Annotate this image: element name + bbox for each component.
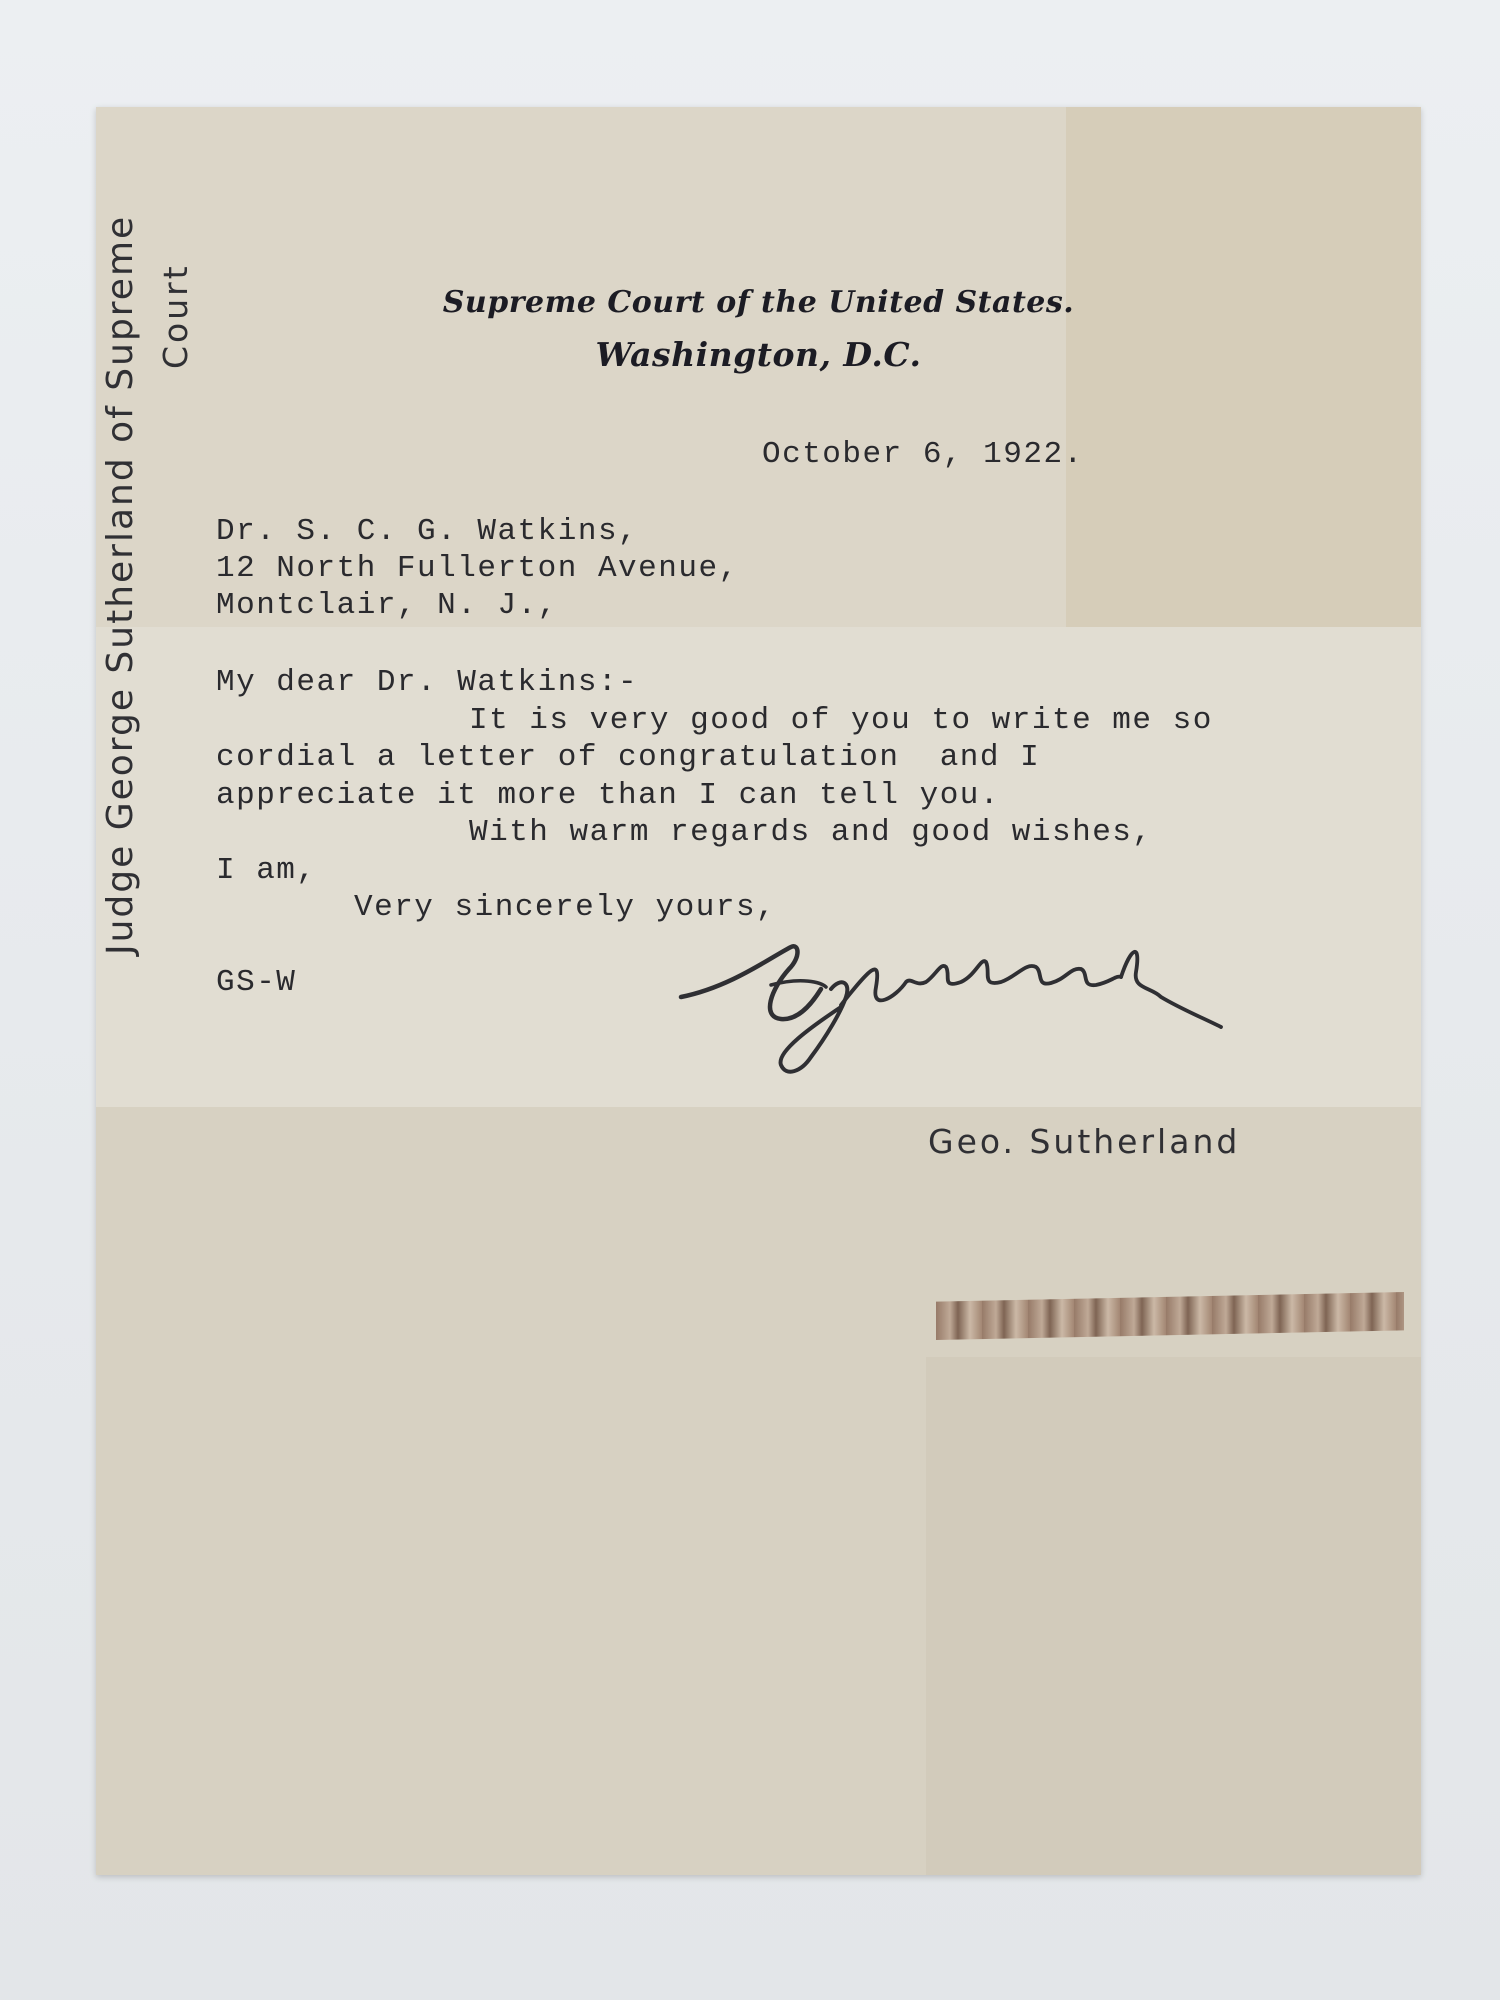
body-line: It is very good of you to write me so <box>469 703 1213 738</box>
margin-note: Court <box>156 263 195 369</box>
margin-note: Judge George Sutherland of Supreme <box>100 214 141 955</box>
typist-initials: GS-W <box>216 965 297 1000</box>
handwritten-name: Geo. Sutherland <box>928 1122 1241 1161</box>
recipient-street: 12 North Fullerton Avenue, <box>216 551 739 586</box>
letter-date: October 6, 1922. <box>762 437 1084 472</box>
signature <box>641 927 1261 1107</box>
letterhead-court: Supreme Court of the United States. <box>442 285 1075 320</box>
body-line: With warm regards and good wishes, <box>469 815 1153 850</box>
body-line: appreciate it more than I can tell you. <box>216 778 1001 813</box>
body-line: I am, <box>216 853 317 888</box>
recipient-city: Montclair, N. J., <box>216 588 558 623</box>
paper-stain <box>926 1357 1421 1875</box>
closing: Very sincerely yours, <box>354 890 777 925</box>
recipient-name: Dr. S. C. G. Watkins, <box>216 514 639 549</box>
salutation: My dear Dr. Watkins:- <box>216 665 639 700</box>
body-line: cordial a letter of congratulation and I <box>216 740 1041 775</box>
letterhead-city: Washington, D.C. <box>595 335 922 374</box>
letter-sheet <box>96 107 1421 1875</box>
